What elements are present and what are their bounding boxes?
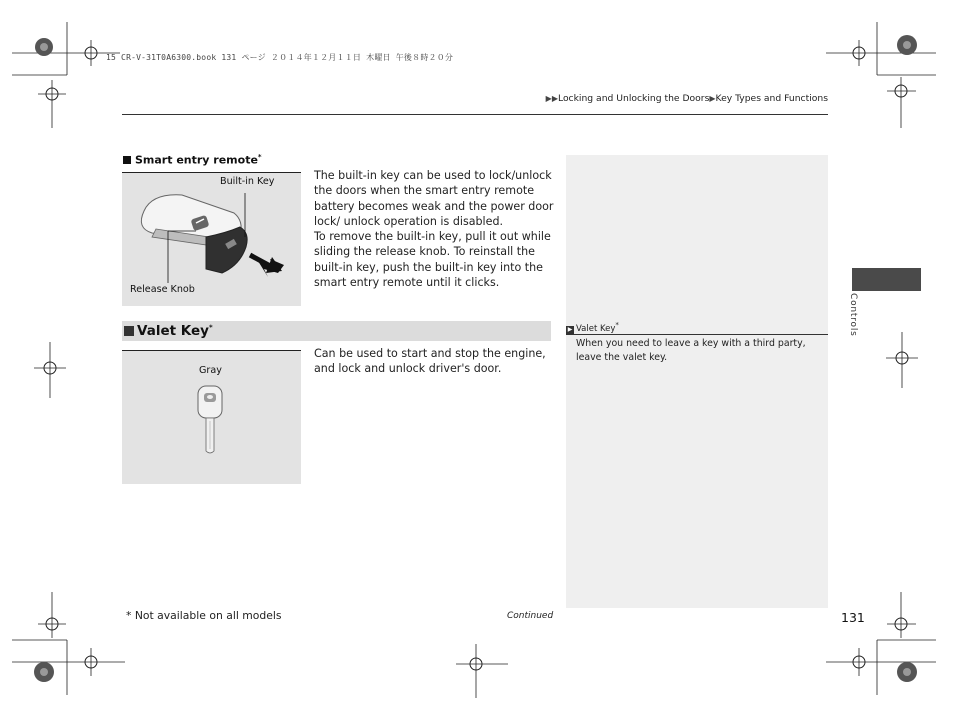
built-in-key-callout: Built-in Key <box>220 176 275 187</box>
smart-remote-heading <box>123 153 262 167</box>
reference-title <box>566 321 619 334</box>
reference-panel <box>566 155 828 608</box>
reference-text: When you need to leave a key with a third party, leave the valet key. <box>576 338 806 363</box>
print-metadata: 15 CR-V-31T0A6300.book 131 ページ ２０１４年１２月１１日 木曜日 午後８時２０分 <box>106 53 454 62</box>
breadcrumb-arrows-icon: ▶▶ <box>545 94 558 103</box>
valet-key-title-text: Valet Key <box>137 323 209 339</box>
section-tab-label: Controls <box>848 293 858 337</box>
smart-remote-illustration <box>122 172 301 306</box>
smart-remote-heading-text: Smart entry remote <box>135 153 258 167</box>
valet-key-section-bar <box>122 321 551 341</box>
smart-remote-asterisk: * <box>257 153 262 161</box>
square-bullet-icon <box>123 156 131 164</box>
valet-key-description: Can be used to start and stop the engine, and lock and unlock driver's door. <box>314 347 546 376</box>
reference-icon: ▶ <box>567 325 573 333</box>
reference-title-text[interactable]: Valet Key <box>576 323 616 334</box>
page-number: 131 <box>841 610 865 625</box>
reference-rule <box>566 334 828 335</box>
section-square-icon <box>124 326 134 336</box>
breadcrumb-part-1[interactable]: Locking and Unlocking the Doors <box>557 93 710 104</box>
section-tab[interactable] <box>852 268 921 291</box>
crop-mark-bottom-left <box>0 590 130 718</box>
release-knob-callout: Release Knob <box>130 284 195 295</box>
breadcrumb-part-2[interactable]: Key Types and Functions <box>715 93 828 104</box>
reference-asterisk: * <box>615 321 619 329</box>
crop-mark-top-left <box>0 0 120 130</box>
breadcrumb <box>546 93 828 104</box>
crop-mark-right-middle <box>884 330 924 390</box>
valet-key-title <box>137 323 213 339</box>
valet-key-asterisk: * <box>208 323 213 332</box>
crop-mark-top-right <box>826 0 954 130</box>
crop-mark-left-middle <box>30 340 70 400</box>
smart-remote-description: The built-in key can be used to lock/unlock the doors when the smart entry remote battery becomes weak and the power door lock/ unlock operation is disabled. To remove the built-in key, pull it out while sliding the release knob. To reinstall the built-in key, push the built-in key into the smart entry remote until it clicks. <box>314 169 554 290</box>
continued-label: Continued <box>507 611 554 621</box>
breadcrumb-separator-icon: ▶ <box>709 94 716 103</box>
footnote: * Not available on all models <box>126 609 282 622</box>
crop-mark-bottom-middle <box>456 640 510 700</box>
valet-key-illustration <box>122 350 301 484</box>
header-rule <box>122 114 828 115</box>
gray-callout: Gray <box>199 365 222 376</box>
